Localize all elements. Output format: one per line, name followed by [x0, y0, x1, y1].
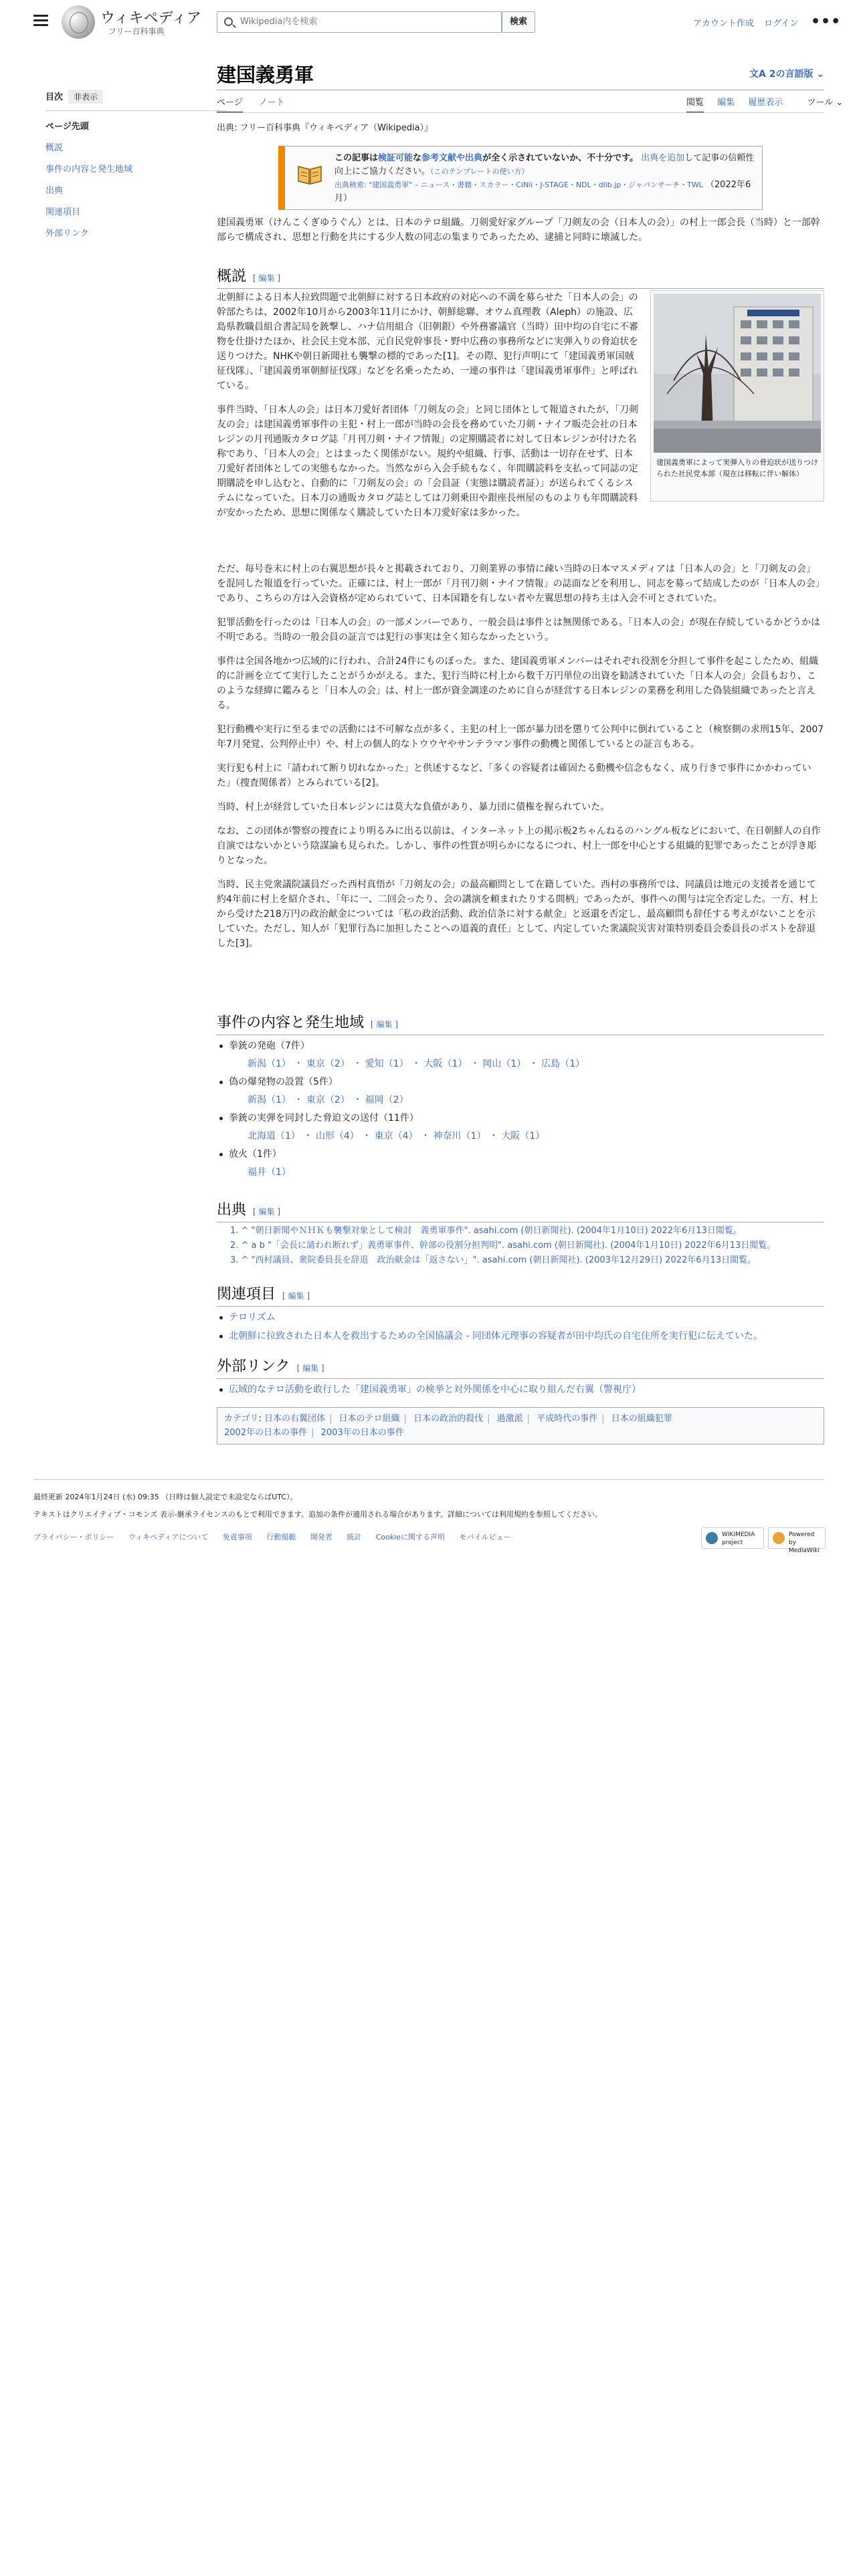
add-source-link[interactable]: 出典を追加: [641, 153, 685, 163]
wikipedia-logo-icon[interactable]: [62, 5, 95, 39]
list-item[interactable]: テロリズム: [217, 1308, 824, 1327]
toc-hide-button[interactable]: 非表示: [68, 90, 103, 104]
list-item: 偽の爆発物の設置（5件） 新潟（1） ・ 東京（2） ・ 福岡（2）: [217, 1073, 824, 1109]
source-line: 出典: フリー百科事典『ウィキペディア（Wikipedia）』: [217, 123, 434, 133]
reference-item[interactable]: 3. ^ "西村議員、衆院委員長を辞退 政治献金は「返さない」". asahi.com (朝日新聞社). (2003年12月29日) 2022年6月13日閲覧。: [230, 1255, 757, 1265]
references-link[interactable]: 参考文献や出典: [421, 153, 483, 163]
section-heading-external: 外部リンク[ 編集 ]: [217, 1355, 824, 1379]
thumbnail: [650, 290, 824, 502]
template-usage-link[interactable]: （このテンプレートの使い方）: [430, 167, 529, 176]
footer-link[interactable]: 統計: [347, 1533, 362, 1541]
toc-heading: 目次 非表示: [45, 90, 226, 104]
divider: [217, 112, 824, 113]
edit-link[interactable]: [ 編集 ]: [297, 1364, 324, 1373]
list-item[interactable]: 広域的なテロ活動を敢行した「建国義勇軍」の検挙と対外関係を中心に取り組んだ右翼（警視庁）: [217, 1380, 824, 1399]
create-account-link[interactable]: アカウント作成: [693, 19, 754, 29]
license-text: テキストはクリエイティブ・コモンズ 表示-継承ライセンスのもとで利用できます。追加の条件が適用される場合があります。詳細については利用規約を参照してください。: [33, 1510, 602, 1519]
language-count: 2の言語版: [769, 69, 814, 80]
source-search-links[interactable]: 出典検索: "建国義勇軍" – ニュース・書籍・スカラー・CiNii・J-STAGE・NDL・dlib.jp・ジャパンサーチ・TWL: [335, 181, 703, 189]
category-link[interactable]: 日本の右翼団体: [264, 1414, 326, 1424]
toc-item-references[interactable]: 出典: [45, 186, 64, 196]
toc-item-external[interactable]: 外部リンク: [45, 229, 89, 239]
overview-body-narrow: [217, 290, 640, 530]
category-link[interactable]: 日本の政治的殺伐: [413, 1414, 484, 1424]
page-title: 建国義勇軍: [217, 64, 314, 86]
table-of-contents: [45, 90, 226, 245]
divider: [33, 1479, 824, 1480]
category-link[interactable]: 日本のテロ組織: [339, 1414, 400, 1424]
section-heading-events: 事件の内容と発生地域[ 編集 ]: [217, 1011, 824, 1035]
reference-item[interactable]: 2. ^ a b "「会長に請われ断れず」義勇軍事件、幹部の役割分担判明". asahi.com (朝日新聞社). (2004年1月10日) 2022年6月13日閲覧。: [230, 1241, 776, 1251]
overview-body: [217, 562, 824, 960]
thumbnail-caption: 建国義勇軍によって実弾入りの脅迫状が送りつけられた社民党本部（現在は移転に伴い解体）: [656, 458, 818, 478]
search-input[interactable]: [217, 11, 502, 33]
last-edited: 最終更新 2024年1月24日 (水) 09:35 （日時は個人設定で未設定ならばUTC）。: [33, 1493, 298, 1501]
lead-paragraph: 建国義勇軍（けんこくぎゆうぐん）とは、日本のテロ組織。刀剣愛好家グループ「刀剣友の会（日本人の会）」の村上一郎会長（当時）と一部幹部らで構成され、思想と行動を共にする少人数の同志の集まりであったため、逮捕と同時に壊滅した。: [217, 217, 820, 243]
category-link[interactable]: 過激派: [496, 1414, 523, 1424]
list-item: 拳銃の発砲（7件） 新潟（1） ・ 東京（2） ・ 愛知（1） ・ 大阪（1） ・ 岡山（1） ・ 広島（1）: [217, 1037, 824, 1073]
tab-talk[interactable]: ノート: [258, 98, 285, 108]
section-heading-related: 関連項目[ 編集 ]: [217, 1283, 824, 1307]
search-button[interactable]: 検索: [502, 11, 535, 33]
footer-link[interactable]: Cookieに関する声明: [375, 1533, 446, 1541]
list-item: 放火（1件） 福井（1）: [217, 1145, 824, 1181]
book-icon: [296, 160, 324, 188]
edit-link[interactable]: [ 編集 ]: [253, 1207, 280, 1216]
mediawiki-badge[interactable]: Powered by MediaWiki: [768, 1527, 826, 1549]
section-heading-references: 出典[ 編集 ]: [217, 1198, 824, 1222]
paragraph: ただ、毎号巻末に村上の右翼思想が長々と掲載されており、刀剣業界の事情に疎い当時の日本マスメディアは「日本人の会」と「刀剣友の会」を混同した報道を行っていた。正確には、村上一郎が「月刊刀剣・ナイフ情報」の誌面などを利用し、同志を募って結成したのが「日本人の会」であり、こちらの方は入会資格が定められていて、日本国籍を有しない者や左翼思想の持ち主は入会不可とされていた。: [217, 564, 820, 604]
mediawiki-icon: [773, 1532, 785, 1544]
building-photo[interactable]: [654, 294, 821, 453]
site-tagline: フリー百科事典: [108, 27, 165, 36]
paragraph: 実行犯も村上に「請われて断り切れなかった」と供述するなど、「多くの容疑者は確固たる動機や信念もなく、成り行きで事件にかかわっていた」（捜査関係者）とみられている[2]。: [217, 763, 812, 788]
list-item: 拳銃の実弾を同封した脅迫文の送付（11件） 北海道（1） ・ 山形（4） ・ 東京（4） ・ 神奈川（1） ・ 大阪（1）: [217, 1109, 824, 1145]
footer-link[interactable]: 行動規範: [266, 1533, 296, 1541]
toc-item-overview[interactable]: 概説: [45, 143, 64, 153]
tab-page[interactable]: ページ: [217, 95, 243, 113]
category-label[interactable]: カテゴリ: [224, 1414, 259, 1424]
footer-link[interactable]: 開発者: [310, 1533, 332, 1541]
verifiable-link[interactable]: 検証可能: [378, 153, 413, 163]
section-heading-overview: 概説[ 編集 ]: [217, 265, 824, 289]
wikimedia-badge[interactable]: WIKIMEDIA project: [701, 1527, 764, 1549]
paragraph: 犯罪活動を行ったのは「日本人の会」の一部メンバーであり、一般会員は事件とは無関係である。「日本人の会」が現在存続しているかどうかは不明である。当時の一般会員の証言では犯行の事実は全く知らなかったという。: [217, 617, 821, 643]
divider: [45, 110, 226, 111]
paragraph: 犯行動機や実行に至るまでの活動には不可解な点が多く、主犯の村上一郎が暴力団を懲りて公判中に倒れていること（検察側の求刑15年、2007年7月発覚、公判停止中）や、村上の個人的なトウウヤやサンテラマン事件の動機と関係しているとの証言もある。: [217, 724, 824, 750]
notice-date: （2022年6月）: [335, 180, 751, 203]
footer-link[interactable]: モバイルビュー: [459, 1533, 511, 1541]
category-link[interactable]: 2002年の日本の事件: [224, 1428, 308, 1438]
edit-link[interactable]: [ 編集 ]: [253, 274, 280, 283]
category-link[interactable]: 平成時代の事件: [537, 1414, 598, 1424]
category-link[interactable]: 2003年の日本の事件: [320, 1428, 404, 1438]
related-list: [217, 1308, 824, 1346]
edit-link[interactable]: [ 編集 ]: [371, 1020, 398, 1029]
external-list: [217, 1380, 824, 1399]
toc-item-top[interactable]: ページ先頭: [45, 122, 89, 132]
search-icon: [224, 17, 233, 26]
paragraph: なお、この団体が警察の捜査により明るみに出る以前は、インターネット上の掲示板2ちゃんねるのハングル板などにおいて、在日朝鮮人の自作自演ではないかという陰謀論も見られた。しかし、事件の性質が明らかになるにつれ、村上一郎を中心とする組織的犯罪であったことが浮き彫りとなった。: [217, 826, 821, 866]
site-wordmark[interactable]: ウィキペディア: [100, 10, 201, 27]
tab-read[interactable]: 閲覧: [686, 95, 704, 113]
tab-edit[interactable]: 編集: [717, 98, 735, 108]
main-menu-icon[interactable]: [33, 15, 48, 27]
reference-list: [217, 1224, 824, 1268]
footer-link[interactable]: 免責事項: [222, 1533, 252, 1541]
search-placeholder: Wikipedia内を検索: [240, 17, 318, 27]
paragraph: 北朝鮮による日本人拉致問題で北朝鮮に対する日本政府の対応への不満を募らせた「日本人の会」の幹部たちは、2002年10月から2003年11月にかけ、朝鮮総聯、オウム真理教（Aleph）の施設、広島県教職員組合書記局を銃撃し、ハナ信用組合（旧朝銀）や外務審議官（当時）田中均の自宅に不審物を仕掛けたほか、社会民主党本部、元自民党幹事長・野中広務の事務所などに実弾入りの脅迫状を送りつけた。NHKや朝日新聞社も襲撃の標的であった[1]。その際、犯行声明にて「建国義勇軍国賊征伐隊」、「建国義勇軍朝鮮征伐隊」などを名乗ったため、一連の事件は「建国義勇軍事件」と呼ばれている。: [217, 292, 638, 391]
notice-text: この記事は検証可能な参考文献や出典が全く示されていないか、不十分です。 出典を追加して記事の信頼性向上にご協力ください。（このテンプレートの使い方） 出典検索: "建国義勇軍" – ニュース・書籍・スカラー・CiNii・J-STAGE・NDL・dlib.jp・ジャパンサーチ・TWL （2022年6月）: [335, 153, 755, 203]
citation-needed-notice: [278, 146, 763, 210]
language-button[interactable]: 文A 2の言語版 ⌄: [749, 69, 825, 80]
paragraph: 事件は全国各地かつ広域的に行われ、合計24件にものぼった。また、建国義勇軍メンバーはそれぞれ役割を分担して事件を起こしたため、組織的に計画を立てて実行したことがうかがえる。また、犯行当時に村上から数千万円単位の出資を勧誘されていた「日本人の会」会員もおり、このような経緯に鑑みると「日本人の会」は、村上一郎が資金調達のために自らが経営する日本レジンの業務を利用した偽装組織であったと言える。: [217, 656, 819, 711]
reference-item[interactable]: 1. ^ "朝日新聞やＮＨＫも襲撃対象として検討 義勇軍事件". asahi.com (朝日新聞社). (2004年1月10日) 2022年6月13日閲覧。: [230, 1226, 742, 1236]
paragraph: 当時、民主党衆議院議員だった西村真悟が「刀剣友の会」の最高顧問として在籍していた。西村の事務所では、同議員は地元の支援者を通じて約4年前に村上を紹介され、「年に一、二回会ったり、会の講演を頼まれたりする間柄」であったが、事件への関与は完全否定した。一方、村上から受けた218万円の政治献金については「私の政治活動、政治信条に対する献金」と返還を否定し、最高顧問も辞任する考えがないことを示していた。ただし、知人が「犯罪行為に加担したことへの道義的責任」として、内定していた衆議院災害対策特別委員会委員長のポストを辞退した[3]。: [217, 879, 818, 949]
footer-link[interactable]: プライバシー・ポリシー: [33, 1533, 114, 1541]
events-list: [217, 1037, 824, 1181]
tab-history[interactable]: 履歴表示: [748, 98, 783, 108]
paragraph: 事件当時、「日本人の会」は日本刀愛好者団体「刀剣友の会」と同じ団体として報道されたが、「刀剣友の会」は建国義勇軍事件の主犯・村上一郎が当時の会長を務めていた刀剣・ナイフ販売会社の日本レジンの月刊通販カタログ誌「月刊刀剣・ナイフ情報」の定期購読者に対して日本レジンが付けた名称であり、「日本人の会」とはまったく関係がない。規約や組織、行事、活動は一切存在せず、日本刀愛好者団体としての実態もなかった。当然ながら入会手続もなく、年間購読料を支払って同誌の定期購読を申し込むと、自動的に「刀剣友の会」の「会員証（実態は購読者証）」が送られてくるシステムになっていた。日本刀の通販カタログ誌としては刀剣乗田や銀座長州屋のものよりも年間購読料が安かったため、思想に関係なく購読していた日本刀愛好家は多かった。: [217, 405, 638, 518]
edit-link[interactable]: [ 編集 ]: [282, 1291, 310, 1301]
paragraph: 当時、村上が経営していた日本レジンには莫大な負債があり、暴力団に債権を握られていた。: [217, 802, 610, 813]
footer-link[interactable]: ウィキペディアについて: [128, 1533, 209, 1541]
wikimedia-icon: [706, 1532, 718, 1544]
toc-item-related[interactable]: 関連項目: [45, 207, 81, 217]
login-link[interactable]: ログイン: [764, 19, 799, 29]
list-item[interactable]: 北朝鮮に拉致された日本人を救出するための全国協議会 - 同団体元理事の容疑者が田中均氏の自宅住所を実行犯に伝えていた。: [217, 1327, 824, 1346]
tab-tools[interactable]: ツール ⌄: [807, 98, 844, 108]
view-tabs: [676, 95, 843, 113]
category-box: カテゴリ: 日本の右翼団体 | 日本のテロ組織 | 日本の政治的殺伐 | 過激派 | 平成時代の事件 | 日本の組織犯罪 2002年の日本の事件 | 2003年の日本の事件: [217, 1407, 824, 1444]
site-header: [0, 0, 859, 45]
toc-item-events[interactable]: 事件の内容と発生地域: [45, 165, 133, 175]
namespace-tabs: [217, 95, 298, 113]
more-options-icon[interactable]: •••: [811, 13, 842, 30]
category-link[interactable]: 日本の組織犯罪: [611, 1414, 672, 1424]
